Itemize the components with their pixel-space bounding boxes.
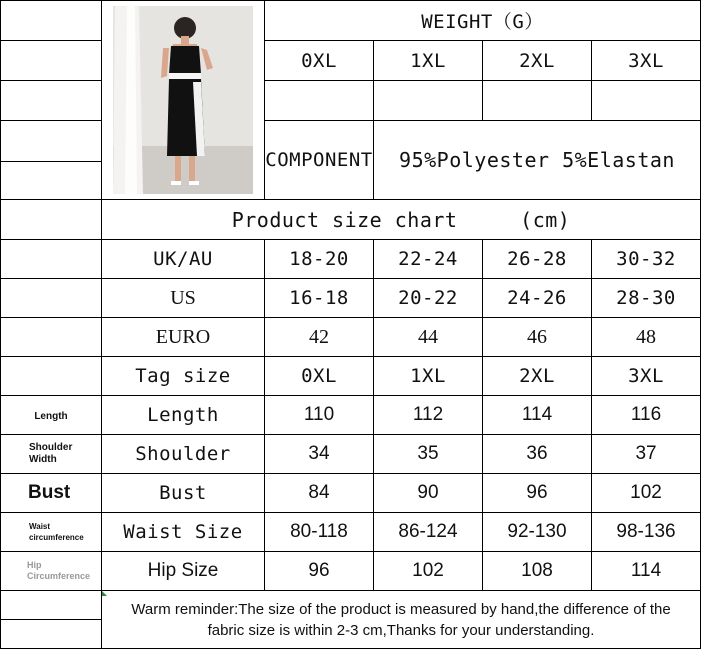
product-photo [113,6,253,194]
size-value: 26-28 [483,240,592,279]
size-value: 35 [374,435,483,474]
product-photo-cell [102,1,265,200]
row-label: EURO [102,318,265,357]
size-value: 114 [483,396,592,435]
weight-value [374,81,483,121]
weight-size-header: 3XL [592,41,701,81]
size-value: 48 [592,318,701,357]
corner-marker [102,591,107,596]
size-value: 0XL [265,357,374,396]
blank-cell [1,620,102,649]
size-value: 44 [374,318,483,357]
size-value: 42 [265,318,374,357]
size-value: 37 [592,435,701,474]
row-label: Shoulder [102,435,265,474]
size-value: 24-26 [483,279,592,318]
size-value: 116 [592,396,701,435]
weight-value [483,81,592,121]
size-value: 84 [265,474,374,513]
side-label-bust-cell [1,474,102,513]
size-value: 108 [483,552,592,591]
size-value: 110 [265,396,374,435]
size-value: 96 [265,552,374,591]
size-value: 98-136 [592,513,701,552]
blank-cell [1,279,102,318]
size-value: 18-20 [265,240,374,279]
row-label: Tag size [102,357,265,396]
blank-cell [1,591,102,620]
row-label: Length [102,396,265,435]
size-value: 46 [483,318,592,357]
row-label: US [102,279,265,318]
size-value: 34 [265,435,374,474]
side-label-hip-cell [1,552,102,591]
size-chart-title: Product size chart (cm) [102,200,701,240]
side-label-hip: Hip Circumference [27,560,91,581]
size-value: 36 [483,435,592,474]
size-value: 2XL [483,357,592,396]
side-label-length: Length [34,411,68,422]
blank-cell [1,357,102,396]
weight-size-header: 0XL [265,41,374,81]
size-value: 96 [483,474,592,513]
size-value: 92-130 [483,513,592,552]
blank-cell [1,1,102,41]
weight-size-header: 1XL [374,41,483,81]
size-value: 20-22 [374,279,483,318]
size-value: 80-118 [265,513,374,552]
size-value: 16-18 [265,279,374,318]
size-value: 86-124 [374,513,483,552]
size-value: 3XL [592,357,701,396]
corner-marker [101,435,102,440]
side-label-shoulder-cell [1,435,102,474]
size-value: 28-30 [592,279,701,318]
blank-cell [1,200,102,240]
size-value: 90 [374,474,483,513]
size-value: 30-32 [592,240,701,279]
side-label-bust: Bust [28,482,71,503]
blank-cell [1,318,102,357]
weight-header: WEIGHT（G） [265,1,701,41]
blank-cell [1,240,102,279]
size-value: 114 [592,552,701,591]
row-label: UK/AU [102,240,265,279]
size-value: 102 [592,474,701,513]
size-value: 1XL [374,357,483,396]
component-value: 95%Polyester 5%Elastan [374,121,701,200]
size-value: 102 [374,552,483,591]
size-value: 112 [374,396,483,435]
weight-value [265,81,374,121]
side-label-waist-cell [1,513,102,552]
row-label: Bust [102,474,265,513]
weight-size-header: 2XL [483,41,592,81]
warm-reminder-note: Warm reminder:The size of the product is measured by hand,the difference of the fabric size is within 2-3 cm,Thanks for your understanding. [131,600,671,639]
blank-cell [1,162,102,200]
side-label-length-cell [1,396,102,435]
blank-cell [1,121,102,162]
row-label: Hip Size [102,552,265,591]
side-label-shoulder: Shoulder Width [29,442,73,465]
reminder-cell [102,591,701,649]
blank-cell [1,41,102,81]
side-label-waist: Waist circumference [29,522,84,542]
corner-marker [101,513,102,518]
size-value: 22-24 [374,240,483,279]
row-label: Waist Size [102,513,265,552]
blank-cell [1,81,102,121]
model-wearing-dress-image [113,6,253,194]
weight-value [592,81,701,121]
component-label: COMPONENT [265,121,374,200]
